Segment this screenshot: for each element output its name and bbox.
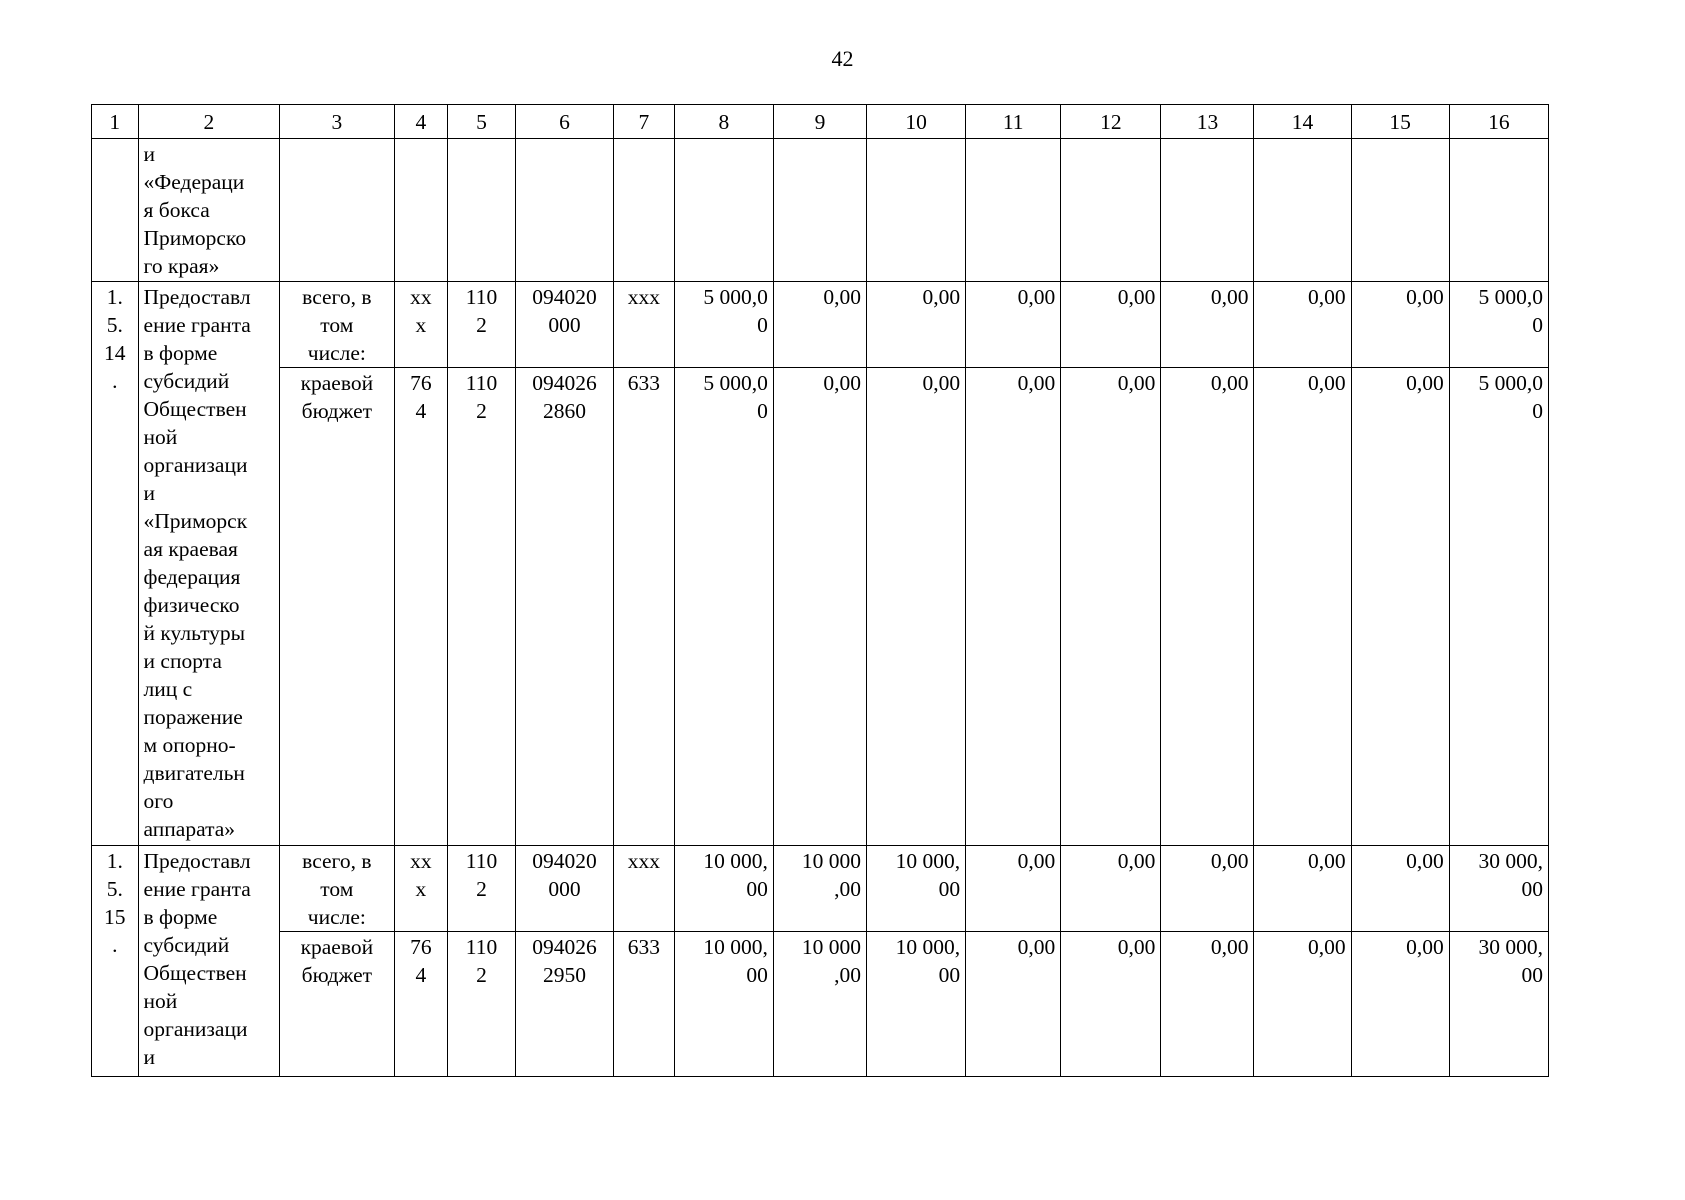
cell-15: 0,00 <box>1351 282 1449 368</box>
cell-7: 633 <box>614 932 675 1077</box>
funding-source: краевой бюджет <box>280 932 394 1077</box>
budget-table <box>91 104 1549 1077</box>
item-number: 1. 5. 15 . <box>92 846 139 1077</box>
funding-source: всего, в том числе: <box>280 846 394 932</box>
item-number: 1. 5. 14 . <box>92 282 139 846</box>
funding-source: всего, в том числе: <box>280 282 394 368</box>
cell-11: 0,00 <box>966 846 1061 932</box>
item-description: Предоставл ение гранта в форме субсидий Обществен ной организаци и «Приморск ая краевая федерация физическо й культуры и спорта лиц с поражение м опорно- двигательн ого аппарата» <box>138 282 280 846</box>
cell-7: ххх <box>614 846 675 932</box>
cell-9: 0,00 <box>773 368 866 846</box>
cell-8: 10 000, 00 <box>674 932 773 1077</box>
cell-14: 0,00 <box>1254 846 1351 932</box>
cell-8: 5 000,0 0 <box>674 368 773 846</box>
cell-12: 0,00 <box>1061 932 1161 1077</box>
cell-7: ххх <box>614 282 675 368</box>
column-header: 10 <box>866 105 965 139</box>
column-header: 8 <box>674 105 773 139</box>
cell-4: 76 4 <box>394 368 448 846</box>
item-description: Предоставл ение гранта в форме субсидий Обществен ной организаци и <box>138 846 280 1077</box>
cell-10: 0,00 <box>866 282 965 368</box>
column-header: 4 <box>394 105 448 139</box>
column-header: 13 <box>1161 105 1254 139</box>
cell-15: 0,00 <box>1351 368 1449 846</box>
column-header: 12 <box>1061 105 1161 139</box>
table-row <box>92 932 1549 1077</box>
column-header: 5 <box>448 105 516 139</box>
cell-8: 5 000,0 0 <box>674 282 773 368</box>
cell-12: 0,00 <box>1061 368 1161 846</box>
cell-16: 30 000, 00 <box>1449 932 1548 1077</box>
cell-14: 0,00 <box>1254 932 1351 1077</box>
table-row <box>92 846 1549 932</box>
column-header: 3 <box>280 105 394 139</box>
column-header: 9 <box>773 105 866 139</box>
cell-4: хх х <box>394 846 448 932</box>
page-number: 42 <box>831 46 854 71</box>
item-description: и «Федераци я бокса Приморско го края» <box>138 139 280 282</box>
cell-10: 10 000, 00 <box>866 932 965 1077</box>
cell-15: 0,00 <box>1351 932 1449 1077</box>
cell-11: 0,00 <box>966 932 1061 1077</box>
cell-13: 0,00 <box>1161 282 1254 368</box>
cell-8: 10 000, 00 <box>674 846 773 932</box>
cell-5: 110 2 <box>448 282 516 368</box>
cell-11: 0,00 <box>966 282 1061 368</box>
cell-16: 5 000,0 0 <box>1449 368 1548 846</box>
funding-source: краевой бюджет <box>280 368 394 846</box>
cell-9: 0,00 <box>773 282 866 368</box>
column-header: 15 <box>1351 105 1449 139</box>
cell-6: 094020 000 <box>515 846 613 932</box>
cell-5: 110 2 <box>448 846 516 932</box>
cell-12: 0,00 <box>1061 282 1161 368</box>
cell-13: 0,00 <box>1161 846 1254 932</box>
cell-6: 094026 2860 <box>515 368 613 846</box>
column-header: 1 <box>92 105 139 139</box>
cell-16: 30 000, 00 <box>1449 846 1548 932</box>
cell-9: 10 000 ,00 <box>773 846 866 932</box>
cell-5: 110 2 <box>448 932 516 1077</box>
cell-13: 0,00 <box>1161 368 1254 846</box>
cell-10: 10 000, 00 <box>866 846 965 932</box>
cell-4: 76 4 <box>394 932 448 1077</box>
cell-10: 0,00 <box>866 368 965 846</box>
column-header: 14 <box>1254 105 1351 139</box>
column-header: 6 <box>515 105 613 139</box>
column-header: 16 <box>1449 105 1548 139</box>
table-row <box>92 282 1549 368</box>
header-row <box>92 105 1549 139</box>
column-header: 11 <box>966 105 1061 139</box>
cell-16: 5 000,0 0 <box>1449 282 1548 368</box>
cell-5: 110 2 <box>448 368 516 846</box>
cell-4: хх х <box>394 282 448 368</box>
table-row <box>92 368 1549 846</box>
cell-7: 633 <box>614 368 675 846</box>
cell-11: 0,00 <box>966 368 1061 846</box>
cell-9: 10 000 ,00 <box>773 932 866 1077</box>
cell-6: 094020 000 <box>515 282 613 368</box>
table-row-continuation <box>92 139 1549 282</box>
cell-14: 0,00 <box>1254 368 1351 846</box>
cell-15: 0,00 <box>1351 846 1449 932</box>
column-header: 7 <box>614 105 675 139</box>
cell-6: 094026 2950 <box>515 932 613 1077</box>
column-header: 2 <box>138 105 280 139</box>
cell-12: 0,00 <box>1061 846 1161 932</box>
cell-13: 0,00 <box>1161 932 1254 1077</box>
cell-14: 0,00 <box>1254 282 1351 368</box>
